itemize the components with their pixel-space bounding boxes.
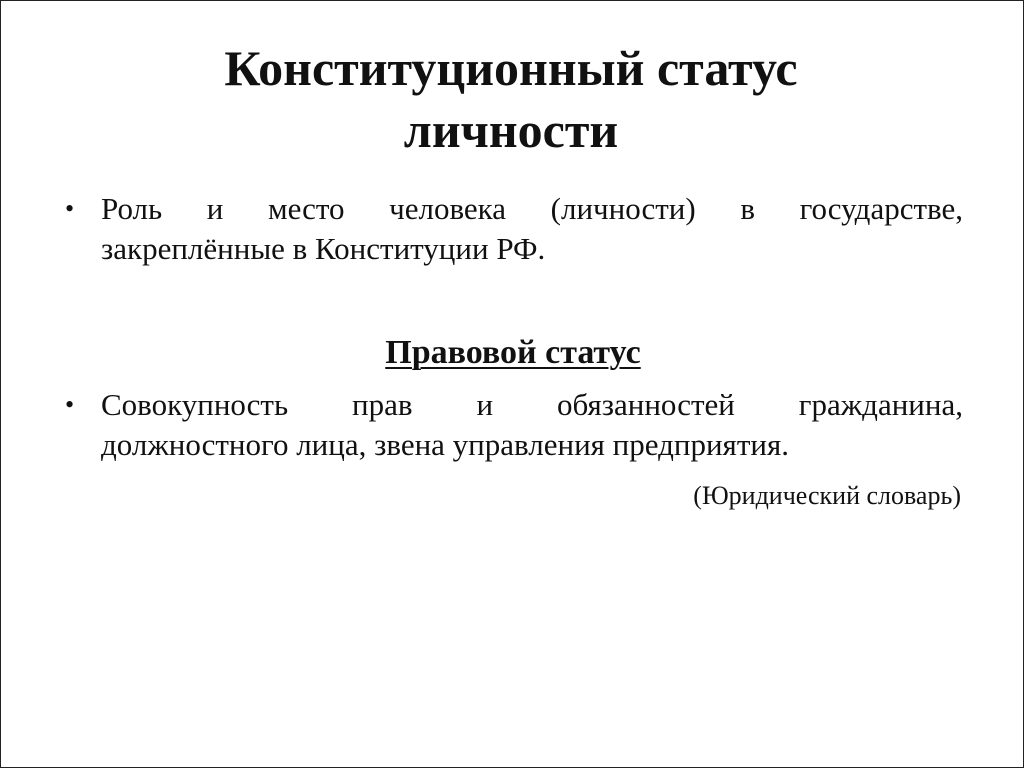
bullet-text-line-2: закреплённые в Конституции РФ. bbox=[101, 231, 546, 266]
subheading-legal-status bbox=[61, 331, 965, 375]
bullet-item-totality bbox=[65, 385, 963, 465]
bullet-marker: • bbox=[65, 194, 75, 223]
source-citation: (Юридический словарь) bbox=[693, 481, 961, 510]
bullet-text bbox=[101, 385, 963, 465]
slide-title-line-1: Конституционный статус bbox=[224, 40, 798, 96]
bullet-text-line-1: Совокупность прав и обязанностей гражданина, bbox=[101, 387, 963, 422]
bullet-text bbox=[101, 189, 963, 269]
bullet-marker: • bbox=[65, 390, 75, 419]
slide-title-line-2: личности bbox=[403, 102, 619, 158]
slide-title bbox=[61, 37, 961, 161]
subheading-text: Правовой статус bbox=[385, 334, 641, 371]
bullet-text-line-2: должностного лица, звена управления предприятия. bbox=[101, 427, 789, 462]
bullet-text-line-1: Роль и место человека (личности) в государстве, bbox=[101, 191, 963, 226]
bullet-item-role bbox=[65, 189, 963, 269]
